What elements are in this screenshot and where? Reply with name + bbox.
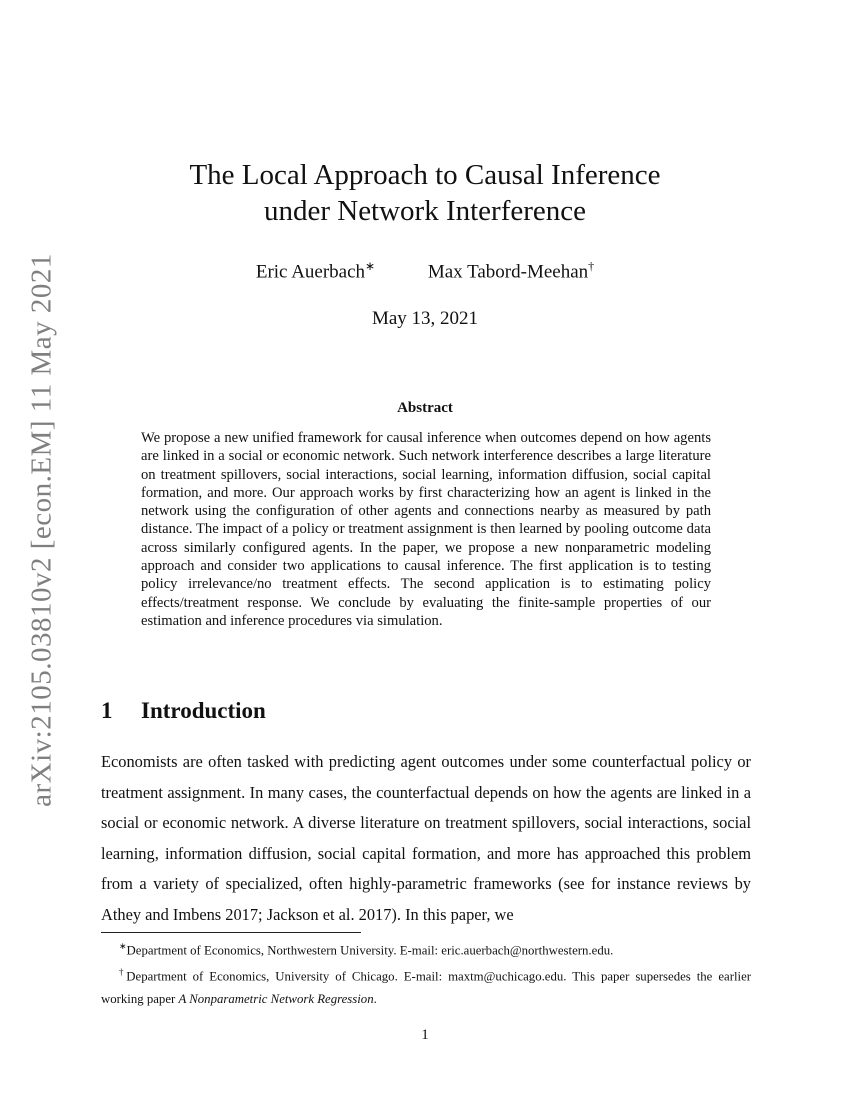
section-heading-introduction (101, 698, 266, 724)
introduction-paragraph: Economists are often tasked with predicting agent outcomes under some counterfactual policy or treatment assignment. In many cases, the counterfactual depends on how the agents are linked in a social or economic network. A diverse literature on treatment spillovers, social interactions, social learning, information diffusion, social capital formation, and more has approached this problem from a variety of specialized, often highly-parametric frameworks (see for instance reviews by Athey and Imbens 2017; Jackson et al. 2017). In this paper, we (101, 752, 751, 924)
arxiv-identifier: arXiv:2105.03810v2 [econ.EM] 11 May 2021 (25, 253, 58, 807)
author-1-name: Eric Auerbach (255, 261, 366, 283)
section-number: 1 (101, 698, 113, 723)
footnote-2-mark: † (119, 967, 127, 978)
author-2 (428, 259, 594, 283)
abstract-heading: Abstract (397, 400, 453, 416)
title-line-2: under Network Interference (263, 195, 587, 227)
author-2-footnote-mark: † (588, 259, 595, 273)
footnote-1-text: Department of Economics, Northwestern University. E-mail: eric.auerbach@northwestern.edu. (126, 943, 614, 958)
author-1-footnote-mark: ∗ (365, 259, 376, 273)
footnote-1 (101, 935, 751, 961)
author-list (100, 259, 750, 283)
footnote-2 (101, 961, 751, 1009)
footnote-1-mark: ∗ (119, 941, 127, 951)
footnotes (101, 935, 751, 1010)
paper-date: May 13, 2021 (371, 308, 479, 329)
author-2-name: Max Tabord-Meehan (427, 261, 589, 283)
footnote-2-paper-title: A Nonparametric Network Regression (178, 991, 374, 1006)
footnote-2-text: Department of Economics, University of Chicago. E-mail: maxtm@uchicago.edu. This paper supersedes the earlier working paper (101, 969, 752, 1006)
page-number: 1 (421, 1027, 429, 1043)
footnote-divider (101, 932, 361, 933)
section-title: Introduction (141, 698, 266, 723)
abstract-body: We propose a new unified framework for causal inference when outcomes depend on how agents are linked in a social or economic network. Such network interference describes a large literature on treatment spillovers, social interactions, social learning, information diffusion, social capital formation, and more. Our approach works by first characterizing how an agent is linked in the network using the configuration of other agents and connections nearby as measured by path distance. The impact of a policy or treatment assignment is then learned by pooling outcome data across similarly configured agents. In the paper, we propose a new nonparametric modeling approach and consider two applications to causal inference. The first application is to testing policy irrelevance/no treatment effects. The second application is to estimating policy effects/treatment response. We conclude by evaluating the finite-sample properties of our estimation and inference procedures via simulation. (141, 430, 711, 629)
footnote-2-end: . (373, 991, 377, 1006)
paper-title (100, 157, 750, 229)
title-line-1: The Local Approach to Causal Inference (189, 159, 661, 191)
author-1 (256, 259, 375, 283)
arxiv-sidebar (0, 0, 80, 1100)
